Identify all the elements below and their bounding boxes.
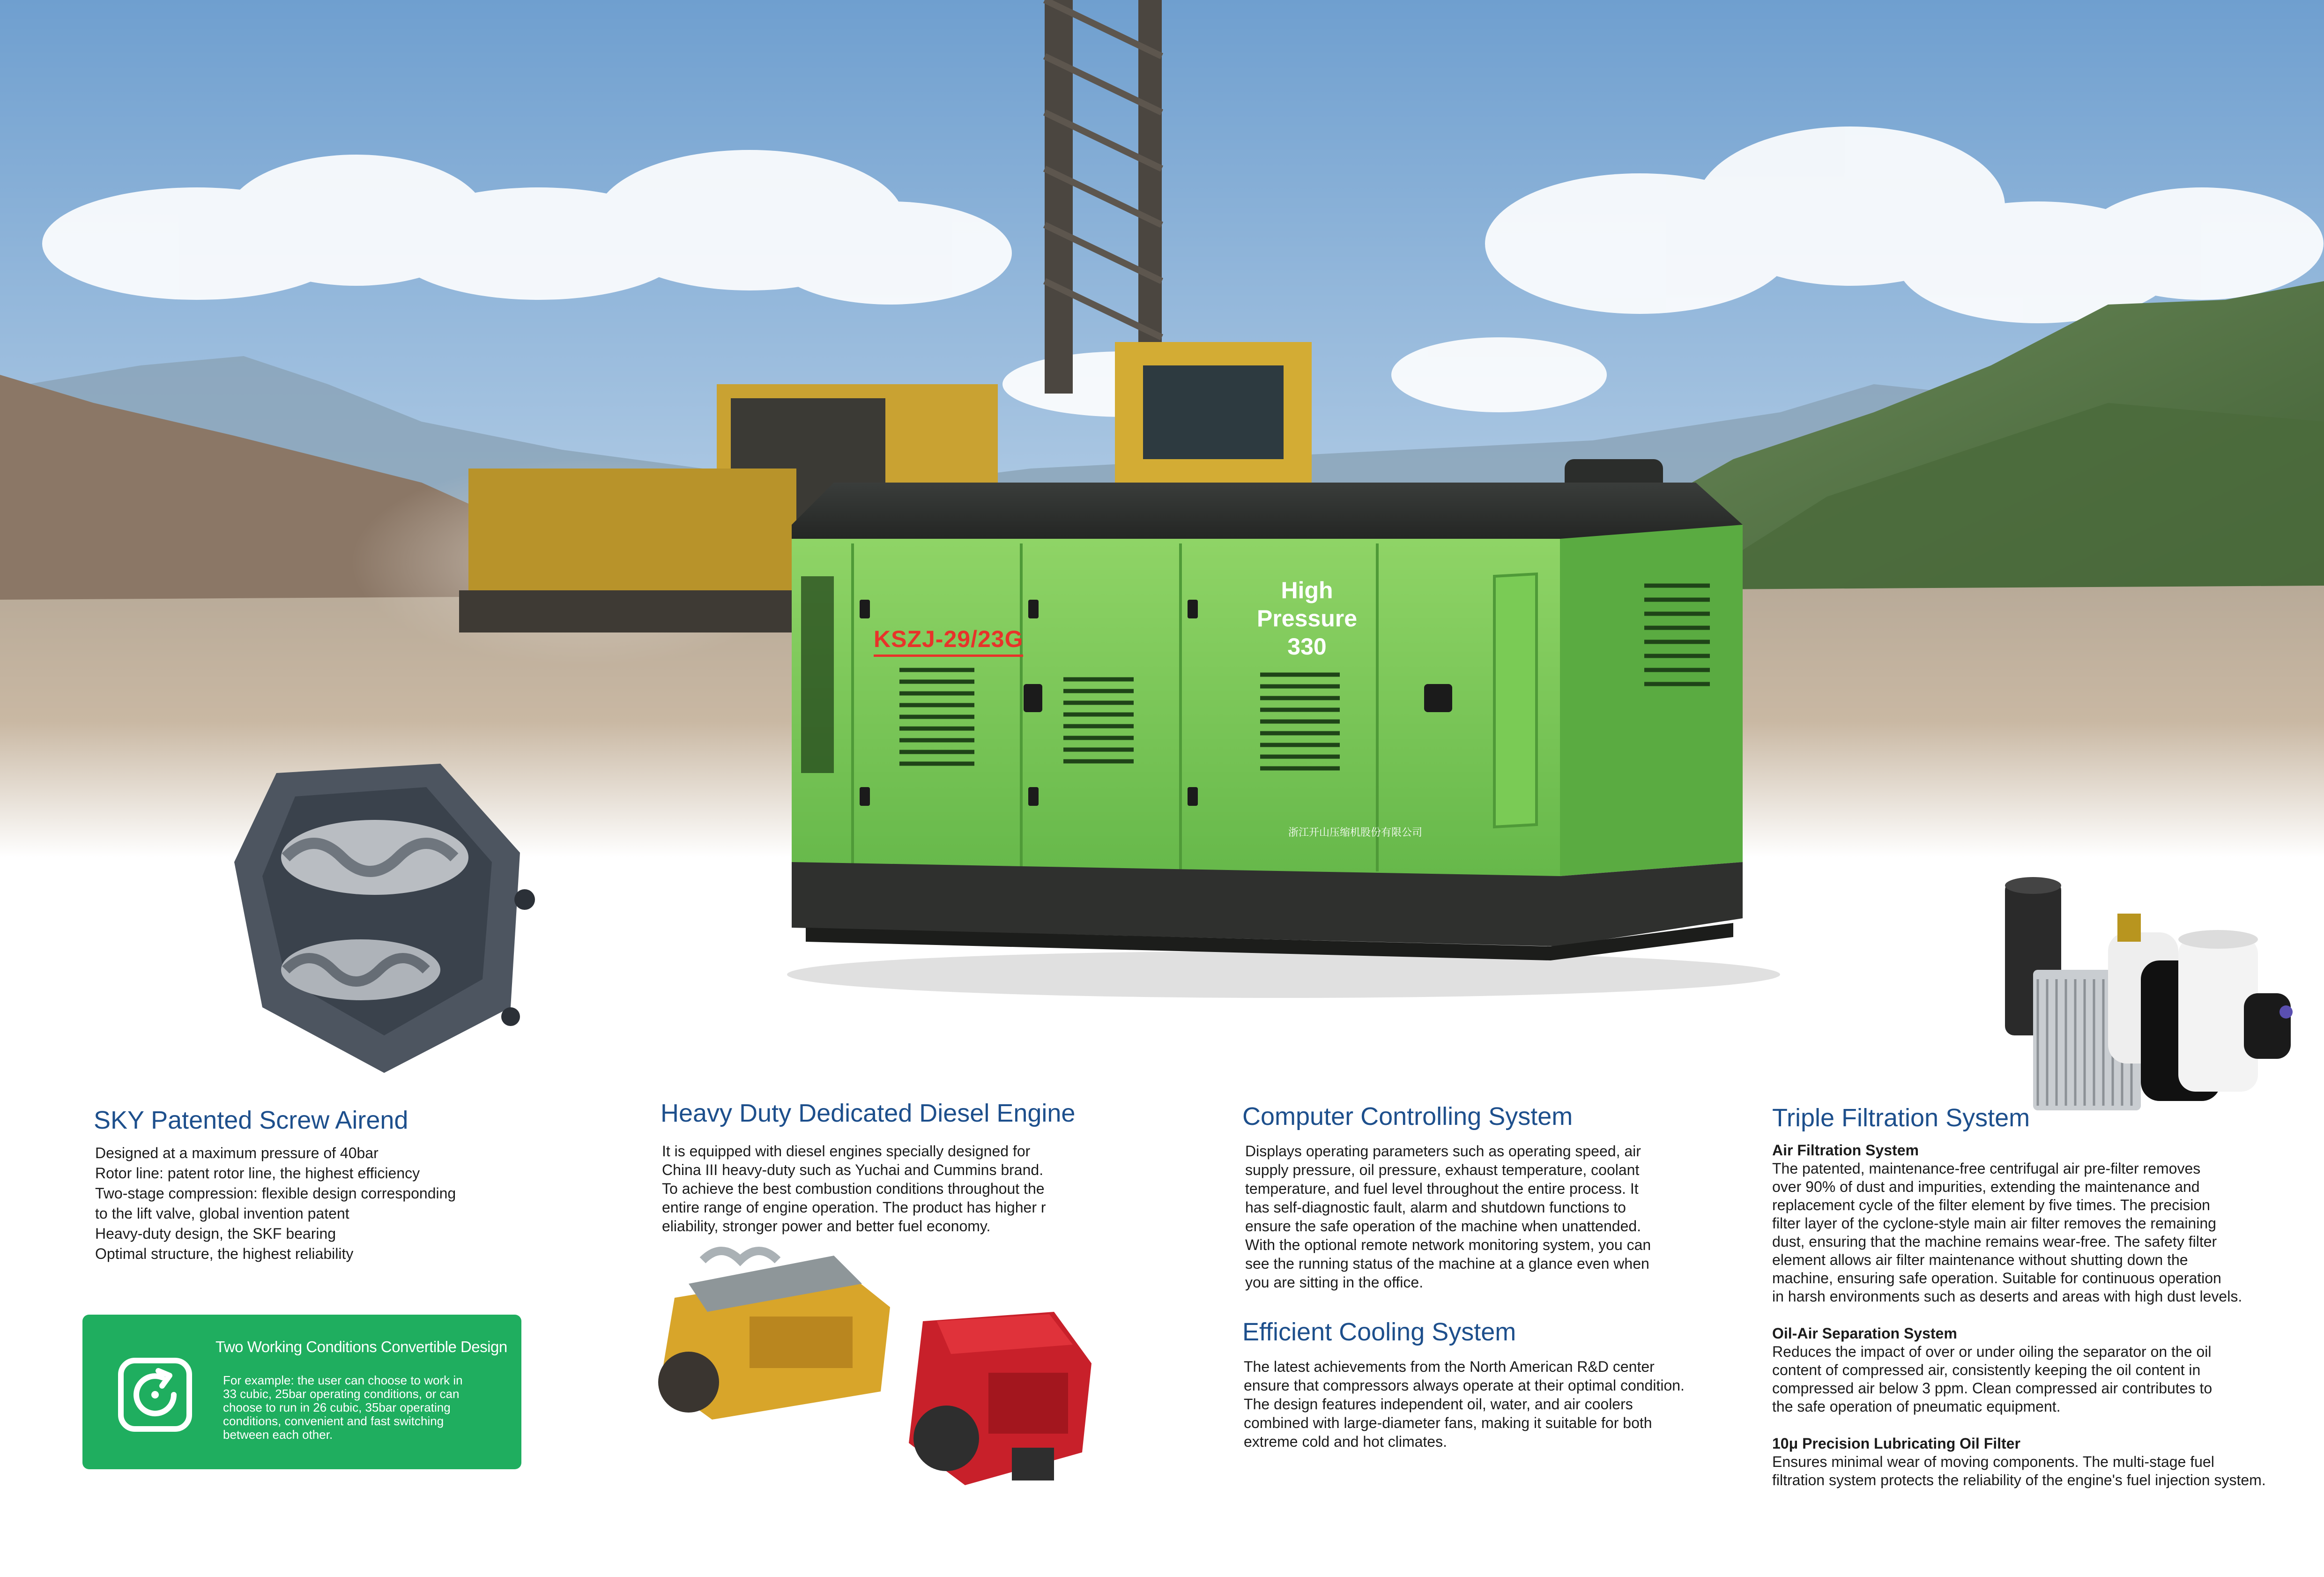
computer-line: Displays operating parameters such as operating speed, air — [1245, 1143, 1641, 1160]
cooling-line: ensure that compressors always operate at their optimal condition. — [1244, 1377, 1685, 1394]
oil-filter-line: Ensures minimal wear of moving components. The multi-stage fuel — [1772, 1453, 2214, 1470]
red-engine-image — [895, 1293, 1101, 1490]
air-filtration-subtitle: Air Filtration System — [1772, 1142, 1919, 1159]
feature-line: between each other. — [223, 1428, 333, 1442]
engine-line: China III heavy-duty such as Yuchai and Cummins brand. — [662, 1161, 1044, 1178]
air-filtration-line: over 90% of dust and impurities, extending the maintenance and — [1772, 1178, 2200, 1195]
air-filtration-line: dust, ensuring that the machine remains wear-free. The safety filter — [1772, 1233, 2217, 1250]
cooling-line: extreme cold and hot climates. — [1244, 1433, 1447, 1450]
air-filtration-line: replacement cycle of the filter element by five times. The precision — [1772, 1197, 2210, 1213]
screw-airend-image — [220, 745, 576, 1082]
cooling-line: The latest achievements from the North American R&D center — [1244, 1358, 1655, 1375]
feature-title: Two Working Conditions Convertible Design — [215, 1338, 507, 1355]
compressor-body — [778, 450, 1780, 993]
feature-text — [223, 1374, 509, 1442]
engine-title: Heavy Duty Dedicated Diesel Engine — [661, 1099, 1076, 1127]
engine-line: It is equipped with diesel engines specially designed for — [662, 1143, 1031, 1160]
engine-line: eliability, stronger power and better fuel economy. — [662, 1218, 991, 1235]
pressure-line1: High — [1281, 577, 1333, 603]
air-filtration-line: filter layer of the cyclone-style main air filter removes the remaining — [1772, 1215, 2216, 1232]
air-filtration-line: element allows air filter maintenance without shutting down the — [1772, 1251, 2188, 1268]
model-label: KSZJ-29/23G — [874, 625, 1023, 657]
feature-line: 33 cubic, 25bar operating conditions, or can — [223, 1387, 460, 1401]
oil-air-line: compressed air below 3 ppm. Clean compressed air contributes to — [1772, 1380, 2213, 1397]
oil-filter-subtitle: 10μ Precision Lubricating Oil Filter — [1772, 1435, 2020, 1452]
oil-air-subtitle: Oil-Air Separation System — [1772, 1325, 1957, 1342]
computer-description — [1245, 1142, 1737, 1292]
engine-line: entire range of engine operation. The product has higher r — [662, 1199, 1046, 1216]
computer-line: supply pressure, oil pressure, exhaust temperature, coolant — [1245, 1161, 1640, 1178]
feature-box — [82, 1315, 521, 1469]
airend-title: SKY Patented Screw Airend — [94, 1106, 408, 1134]
feature-line: choose to run in 26 cubic, 35bar operating — [223, 1400, 451, 1414]
engine-description — [662, 1142, 1112, 1235]
filters-image — [1963, 876, 2300, 1120]
feature-line: For example: the user can choose to work in — [223, 1373, 463, 1387]
filtration-title: Triple Filtration System — [1772, 1104, 2030, 1132]
yellow-engine-image — [646, 1242, 899, 1424]
cooling-line: The design features independent oil, water, and air coolers — [1244, 1396, 1633, 1413]
airend-line: Rotor line: patent rotor line, the highest efficiency — [95, 1165, 420, 1182]
airend-line: Optimal structure, the highest reliability — [95, 1245, 354, 1262]
cooling-line: combined with large-diameter fans, making it suitable for both — [1244, 1414, 1652, 1431]
cooling-description — [1244, 1357, 1768, 1451]
oil-air-line: Reduces the impact of over or under oiling the separator on the oil — [1772, 1343, 2212, 1360]
company-label: 浙江开山压缩机股份有限公司 — [1288, 826, 1423, 838]
air-compressor — [778, 450, 1780, 993]
rotate-icon — [115, 1355, 195, 1435]
oil-air-line: the safe operation of pneumatic equipment. — [1772, 1398, 2061, 1415]
pressure-label — [1246, 576, 1368, 661]
pressure-value: 330 — [1287, 633, 1327, 660]
oil-filter-line: filtration system protects the reliability of the engine's fuel injection system. — [1772, 1472, 2266, 1488]
airend-line: Two-stage compression: flexible design corresponding — [95, 1185, 456, 1202]
air-filtration-line: in harsh environments such as deserts and areas with high dust levels. — [1772, 1288, 2242, 1305]
airend-description — [95, 1143, 564, 1264]
computer-line: has self-diagnostic fault, alarm and shutdown functions to — [1245, 1199, 1626, 1216]
computer-line: you are sitting in the office. — [1245, 1274, 1424, 1291]
filtration-description — [1772, 1141, 2316, 1489]
oil-air-line: content of compressed air, consistently keeping the oil content in — [1772, 1361, 2201, 1378]
air-filtration-line: The patented, maintenance-free centrifugal air pre-filter removes — [1772, 1160, 2201, 1177]
air-filtration-line: machine, ensuring safe operation. Suitable for continuous operation — [1772, 1270, 2221, 1287]
computer-line: see the running status of the machine at a glance even when — [1245, 1255, 1649, 1272]
airend-line: Heavy-duty design, the SKF bearing — [95, 1225, 336, 1242]
computer-line: ensure the safe operation of the machine when unattended. — [1245, 1218, 1641, 1235]
airend-line: Designed at a maximum pressure of 40bar — [95, 1145, 379, 1161]
engine-line: To achieve the best combustion conditions throughout the — [662, 1180, 1045, 1197]
computer-title: Computer Controlling System — [1242, 1102, 1573, 1131]
airend-line: to the lift valve, global invention patent — [95, 1205, 349, 1222]
feature-line: conditions, convenient and fast switching — [223, 1414, 444, 1428]
cooling-title: Efficient Cooling System — [1242, 1318, 1516, 1346]
computer-line: With the optional remote network monitoring system, you can — [1245, 1236, 1651, 1253]
pressure-line2: Pressure — [1256, 605, 1358, 632]
computer-line: temperature, and fuel level throughout the entire process. It — [1245, 1180, 1639, 1197]
